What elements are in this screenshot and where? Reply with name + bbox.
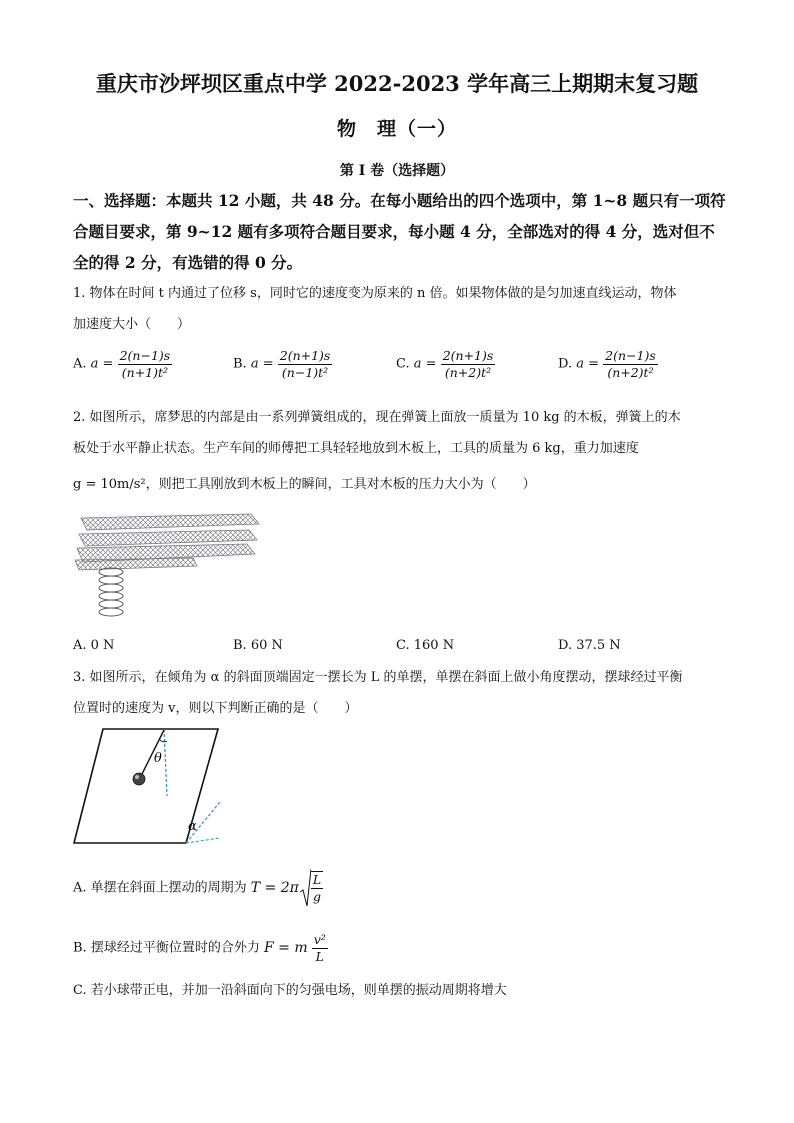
- q2-option-d[interactable]: D. 37.5 N: [558, 638, 621, 653]
- mattress-layers: [75, 514, 259, 570]
- pendulum-incline-figure: [70, 726, 230, 848]
- q1-option-a[interactable]: [73, 348, 172, 380]
- q3-option-b-text: B. 摆球经过平衡位置时的合外力: [73, 940, 260, 956]
- q1-option-c-numerator: 2(n+1)s: [442, 348, 494, 363]
- q3-stem-line1: 3. 如图所示，在倾角为 α 的斜面顶端固定一摆长为 L 的单摆，单摆在斜面上做小角度摆动，摆球经过平衡: [73, 670, 683, 685]
- q2-option-a[interactable]: A. 0 N: [73, 638, 115, 653]
- q1-option-a-numerator: 2(n−1)s: [119, 348, 171, 363]
- q1-option-d-label: D.: [558, 356, 573, 372]
- alpha-label: α: [188, 819, 197, 834]
- q1-option-d-numerator: 2(n−1)s: [605, 348, 656, 363]
- page-title: 重庆市沙坪坝区重点中学 2022-2023 学年高三上期期末复习题: [95, 71, 699, 96]
- q1-option-b-numerator: 2(n+1)s: [279, 348, 331, 363]
- q3-option-c[interactable]: C. 若小球带正电，并加一沿斜面向下的匀强电场，则单摆的振动周期将增大: [73, 983, 507, 998]
- q1-option-c-label: C.: [396, 356, 410, 372]
- q1-option-a-lhs: a =: [90, 356, 114, 372]
- q1-option-c-fraction: [441, 348, 496, 380]
- q1-option-c-lhs: a =: [413, 356, 437, 372]
- q1-option-d-fraction: [603, 348, 658, 380]
- q1-option-b[interactable]: [233, 348, 332, 380]
- q2-stem-line3: g = 10m/s²，则把工具刚放到木板上的瞬间，工具对木板的压力大小为（ ）: [73, 477, 536, 492]
- q2-stem-line1: 2. 如图所示，席梦思的内部是由一系列弹簧组成的，现在弹簧上面放一质量为 10 kg 的木板，弹簧上的木: [73, 410, 681, 425]
- q3-option-b-lhs: F = m: [263, 940, 308, 957]
- q1-option-d-lhs: a =: [576, 356, 600, 372]
- q2-option-c[interactable]: C. 160 N: [396, 638, 455, 653]
- q1-option-c-denominator: (n+2)t²: [441, 364, 496, 381]
- section-instruction-line1: 一、选择题：本题共 12 小题，共 48 分。在每小题给出的四个选项中，第 1~8 题只有一项符: [73, 191, 726, 210]
- q1-option-b-denominator: (n−1)t²: [278, 364, 333, 381]
- q1-stem-line2: 加速度大小（ ）: [73, 317, 191, 332]
- q1-stem-line1: 1. 物体在时间 t 内通过了位移 s，同时它的速度变为原来的 n 倍。如果物体做的是匀加速直线运动，物体: [73, 286, 677, 301]
- q1-option-b-lhs: a =: [250, 356, 274, 372]
- section-instruction-line3: 全的得 2 分，有选错的得 0 分。: [73, 253, 303, 272]
- q3-option-b[interactable]: [73, 932, 328, 964]
- section-instruction-line2: 合题目要求，第 9~12 题有多项符合题目要求，每小题 4 分，全部选对的得 4 分，选对但不: [73, 222, 715, 241]
- mattress-spring-figure: [73, 510, 263, 622]
- q3-option-a-denominator: g: [311, 888, 323, 905]
- q3-option-a-fraction: [311, 871, 323, 904]
- q1-option-d[interactable]: [558, 348, 658, 380]
- volume-title: 第 I 卷（选择题）: [339, 163, 455, 179]
- q1-option-c[interactable]: [396, 348, 495, 380]
- q2-option-b[interactable]: B. 60 N: [233, 638, 283, 653]
- q3-stem-line2: 位置时的速度为 v，则以下判断正确的是（ ）: [73, 701, 358, 716]
- q2-stem-line2: 板处于水平静止状态。生产车间的师傅把工具轻轻地放到木板上，工具的质量为 6 kg，重力加速度: [73, 441, 639, 456]
- q3-option-b-numerator: v²: [313, 932, 326, 947]
- q3-option-b-denominator: L: [312, 948, 328, 965]
- q3-option-a-text: A. 单摆在斜面上摆动的周期为: [73, 880, 247, 896]
- subject-title: 物 理（一）: [336, 118, 457, 140]
- q1-option-b-fraction: [278, 348, 333, 380]
- theta-label: θ: [154, 751, 162, 766]
- q1-option-a-fraction: [118, 348, 173, 380]
- q1-option-a-denominator: (n+1)t²: [118, 364, 173, 381]
- q1-option-a-label: A.: [73, 356, 87, 372]
- q3-option-a-numerator: L: [312, 871, 322, 887]
- q3-option-a[interactable]: [73, 868, 323, 908]
- spring-icon: [99, 568, 123, 616]
- pendulum-ball-icon: [133, 773, 145, 785]
- q1-option-d-denominator: (n+2)t²: [603, 364, 658, 381]
- q3-option-b-fraction: [312, 932, 328, 964]
- q1-option-b-label: B.: [233, 356, 247, 372]
- q3-option-a-lhs: T = 2π: [250, 880, 299, 896]
- vertical-dashed-line: [164, 729, 167, 796]
- sqrt-icon: [299, 868, 311, 908]
